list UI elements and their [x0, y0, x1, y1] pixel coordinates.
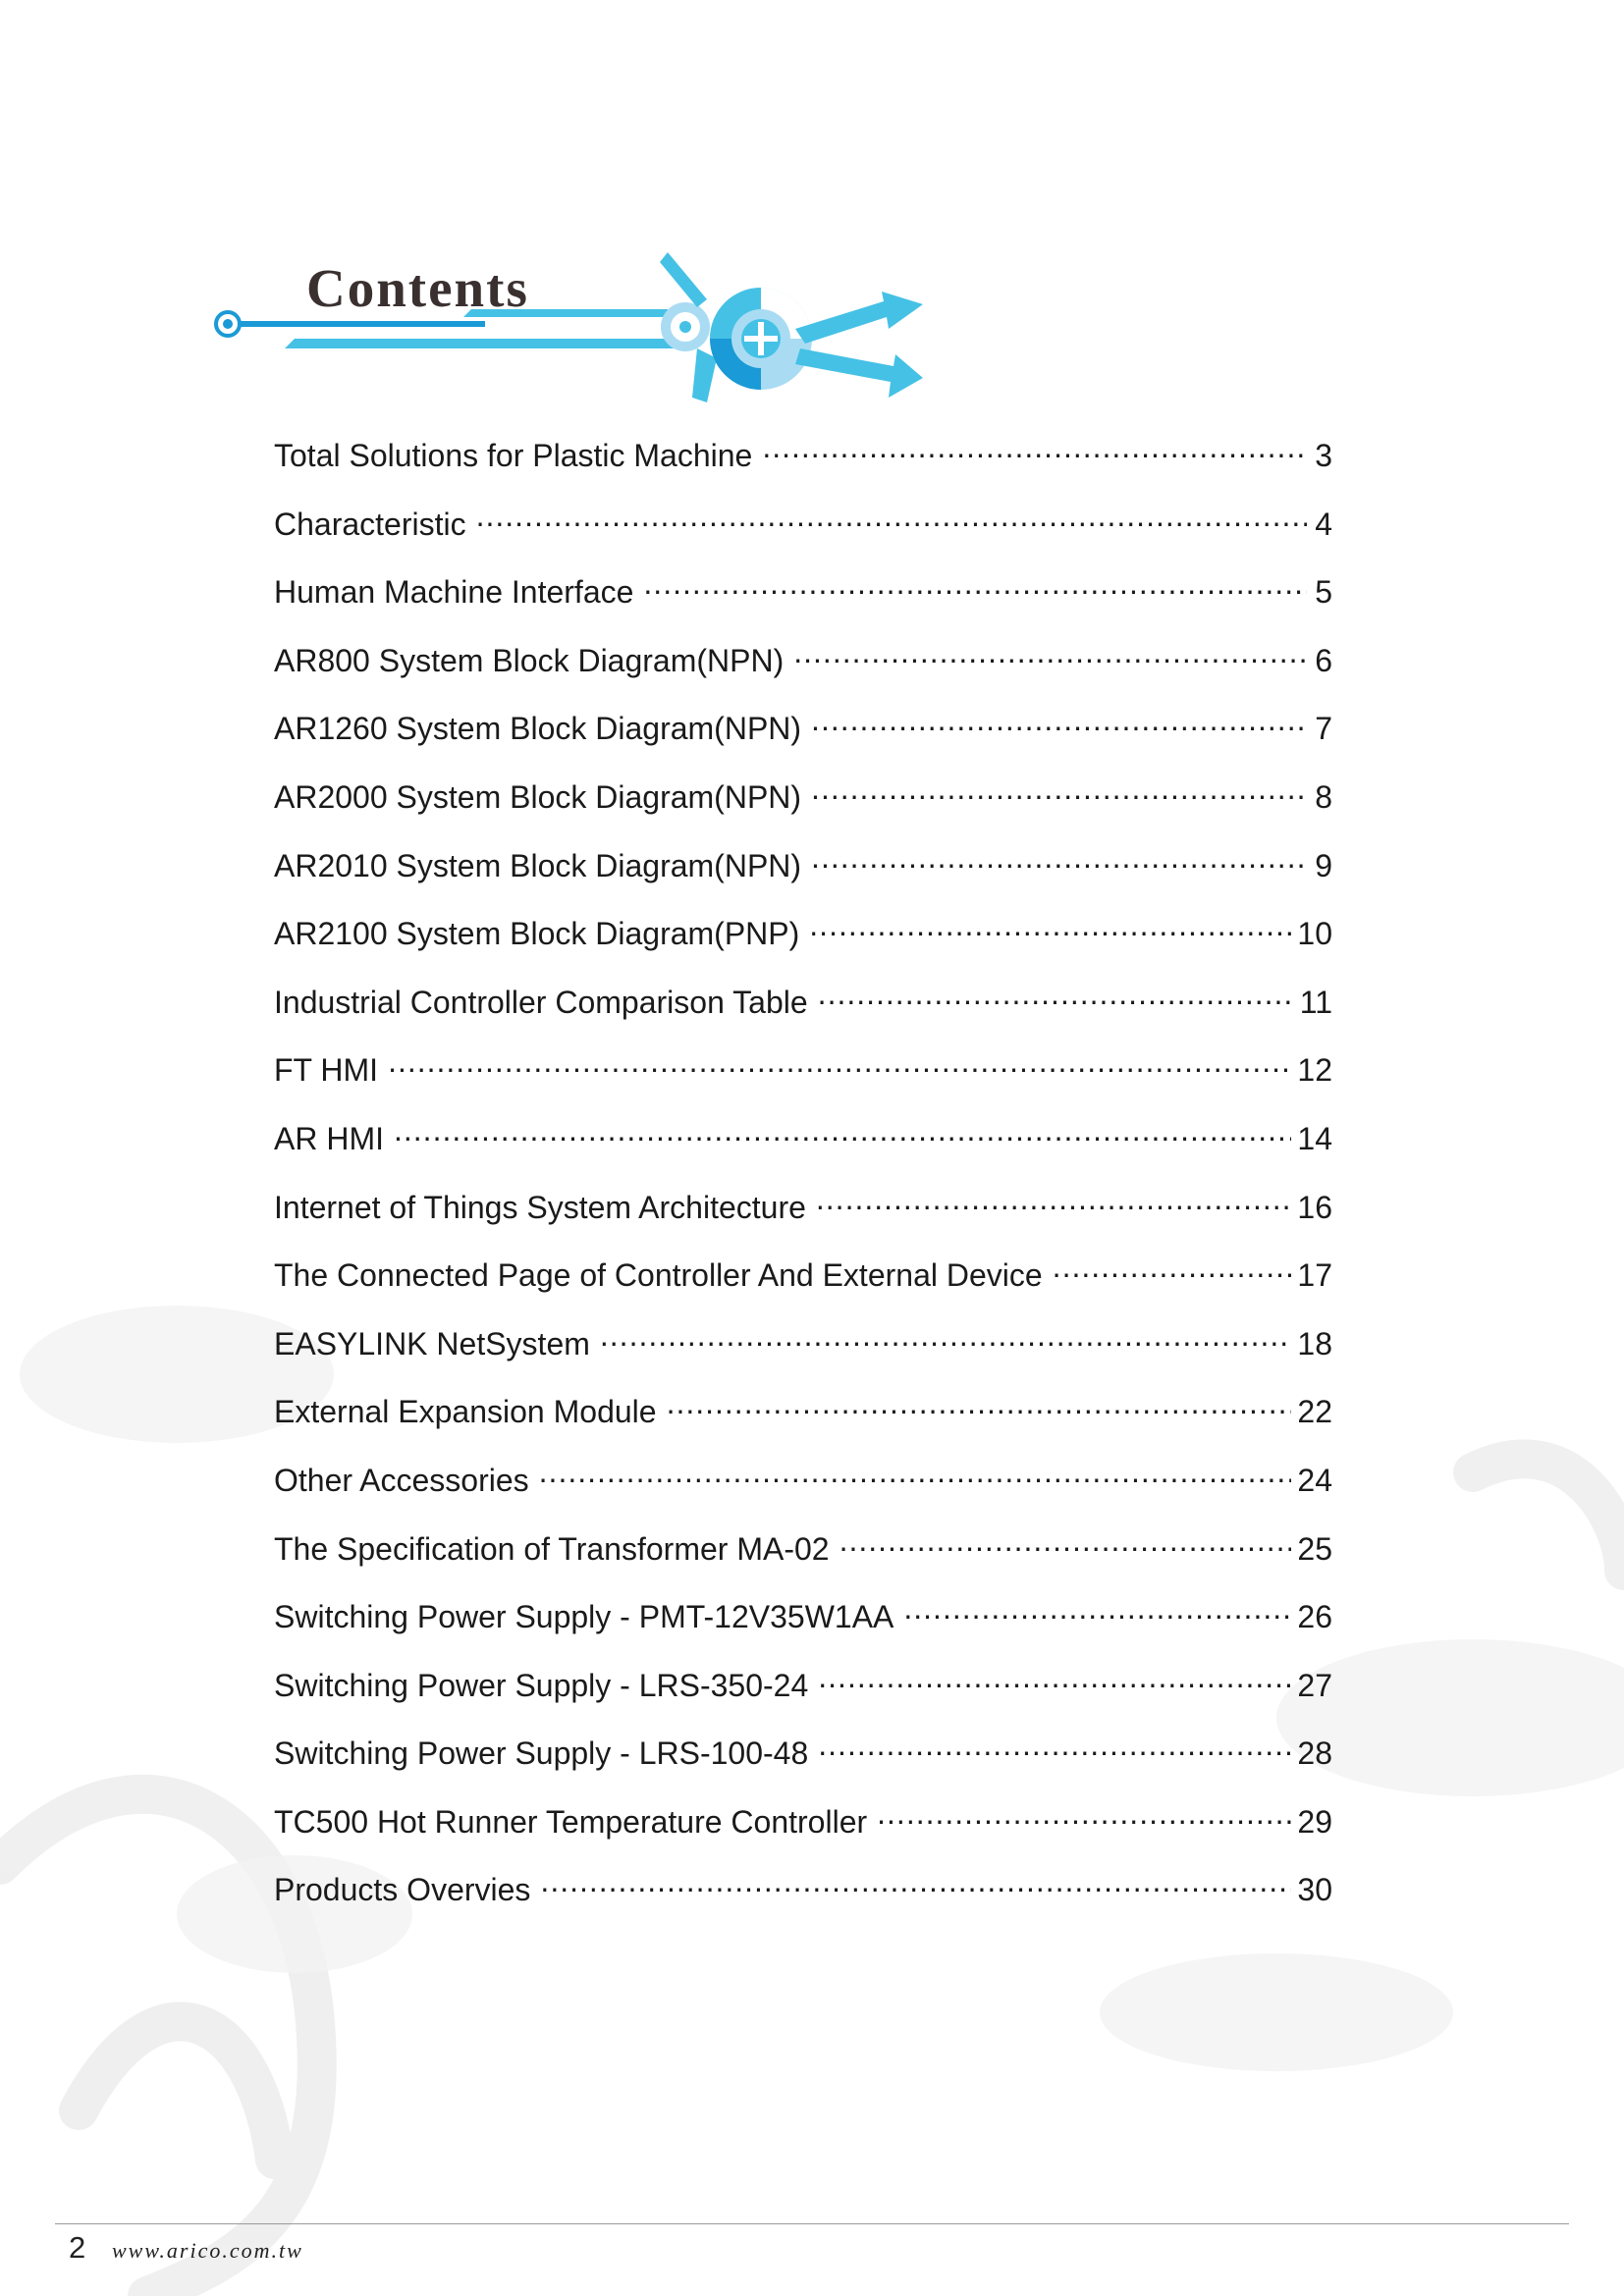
page-title: Contents [306, 258, 529, 318]
toc-entry-page: 16 [1297, 1189, 1332, 1225]
toc-entry-title: Human Machine Interface [274, 574, 634, 611]
toc-entry-title: AR HMI [274, 1120, 384, 1156]
toc-entry[interactable] [274, 905, 1332, 974]
toc-entry[interactable] [274, 700, 1332, 769]
toc-entry-page: 3 [1315, 438, 1332, 473]
toc-entry[interactable] [274, 1315, 1332, 1384]
toc-dot-leader [600, 1315, 1292, 1355]
toc-entry-page: 22 [1297, 1394, 1332, 1430]
toc-entry-title: Internet of Things System Architecture [274, 1189, 806, 1225]
toc-entry[interactable] [274, 1793, 1332, 1862]
toc-dot-leader [388, 1041, 1291, 1081]
toc-entry-title: External Expansion Module [274, 1394, 657, 1430]
toc-entry-page: 7 [1315, 711, 1332, 747]
toc-entry[interactable] [274, 1179, 1332, 1248]
toc-entry[interactable] [274, 1861, 1332, 1930]
toc-entry-page: 4 [1315, 506, 1332, 542]
toc-dot-leader [839, 1521, 1292, 1560]
toc-entry-title: The Specification of Transformer MA-02 [274, 1530, 830, 1567]
toc-dot-leader [539, 1452, 1292, 1491]
toc-dot-leader [1053, 1247, 1292, 1286]
toc-dot-leader [877, 1793, 1291, 1833]
toc-entry[interactable] [274, 1247, 1332, 1315]
toc-entry-title: Industrial Controller Comparison Table [274, 984, 808, 1020]
table-of-contents [274, 427, 1332, 1930]
toc-entry-page: 26 [1297, 1599, 1332, 1635]
toc-entry[interactable] [274, 1041, 1332, 1110]
gear-icon [666, 307, 705, 347]
toc-entry[interactable] [274, 974, 1332, 1042]
toc-entry-title: Switching Power Supply - PMT-12V35W1AA [274, 1599, 894, 1635]
toc-dot-leader [793, 632, 1307, 671]
toc-entry[interactable] [274, 837, 1332, 906]
toc-entry[interactable] [274, 1657, 1332, 1726]
toc-entry-title: The Connected Page of Controller And External Device [274, 1257, 1043, 1294]
toc-dot-leader [762, 427, 1307, 466]
toc-entry-title: Products Overvies [274, 1872, 531, 1908]
toc-dot-leader [809, 905, 1291, 944]
toc-entry-page: 11 [1299, 984, 1332, 1020]
toc-dot-leader [818, 1725, 1291, 1764]
toc-entry[interactable] [274, 496, 1332, 564]
toc-entry[interactable] [274, 1588, 1332, 1657]
toc-dot-leader [811, 700, 1307, 739]
toc-entry-page: 30 [1297, 1872, 1332, 1908]
toc-entry-page: 24 [1297, 1462, 1332, 1498]
toc-dot-leader [818, 1657, 1291, 1696]
toc-entry[interactable] [274, 769, 1332, 837]
toc-entry-page: 18 [1297, 1325, 1332, 1362]
page-number: 2 [69, 2230, 86, 2265]
toc-entry-title: TC500 Hot Runner Temperature Controller [274, 1803, 868, 1840]
toc-dot-leader [816, 1179, 1292, 1218]
toc-entry-title: AR2010 System Block Diagram(NPN) [274, 847, 802, 883]
toc-entry-title: Switching Power Supply - LRS-100-48 [274, 1735, 809, 1772]
toc-entry-title: AR2100 System Block Diagram(PNP) [274, 916, 800, 952]
footer-divider [55, 2223, 1569, 2224]
toc-entry-title: Total Solutions for Plastic Machine [274, 438, 753, 473]
toc-entry[interactable] [274, 1110, 1332, 1179]
toc-entry-page: 25 [1297, 1530, 1332, 1567]
toc-entry[interactable] [274, 1521, 1332, 1589]
target-icon [710, 288, 812, 390]
toc-entry-title: FT HMI [274, 1052, 379, 1089]
toc-entry-title: AR800 System Block Diagram(NPN) [274, 642, 785, 678]
toc-entry-title: AR1260 System Block Diagram(NPN) [274, 711, 802, 747]
toc-dot-leader [476, 496, 1307, 535]
toc-entry[interactable] [274, 1452, 1332, 1521]
footer-url: www.arico.com.tw [112, 2238, 303, 2263]
toc-dot-leader [667, 1383, 1292, 1422]
toc-entry-title: Other Accessories [274, 1462, 529, 1498]
toc-dot-leader [811, 837, 1307, 877]
toc-entry[interactable] [274, 427, 1332, 496]
arrow-icon [795, 292, 923, 398]
toc-entry-page: 9 [1315, 847, 1332, 883]
toc-entry-page: 12 [1297, 1052, 1332, 1089]
toc-entry-title: Characteristic [274, 506, 466, 542]
toc-entry-page: 27 [1297, 1667, 1332, 1703]
toc-entry-title: EASYLINK NetSystem [274, 1325, 590, 1362]
toc-entry-page: 29 [1297, 1803, 1332, 1840]
toc-entry[interactable] [274, 1383, 1332, 1452]
toc-entry-title: Switching Power Supply - LRS-350-24 [274, 1667, 809, 1703]
toc-entry-page: 6 [1315, 642, 1332, 678]
toc-entry-title: AR2000 System Block Diagram(NPN) [274, 778, 802, 815]
toc-dot-leader [643, 563, 1307, 603]
toc-entry-page: 10 [1297, 916, 1332, 952]
toc-entry[interactable] [274, 1725, 1332, 1793]
toc-entry-page: 28 [1297, 1735, 1332, 1772]
toc-dot-leader [811, 769, 1307, 808]
toc-dot-leader [903, 1588, 1291, 1628]
toc-entry-page: 8 [1315, 778, 1332, 815]
toc-entry-page: 5 [1315, 574, 1332, 611]
toc-entry[interactable] [274, 563, 1332, 632]
toc-dot-leader [818, 974, 1294, 1013]
toc-dot-leader [394, 1110, 1291, 1149]
toc-entry-page: 14 [1297, 1120, 1332, 1156]
toc-dot-leader [540, 1861, 1291, 1900]
toc-entry[interactable] [274, 632, 1332, 701]
toc-entry-page: 17 [1297, 1257, 1332, 1294]
